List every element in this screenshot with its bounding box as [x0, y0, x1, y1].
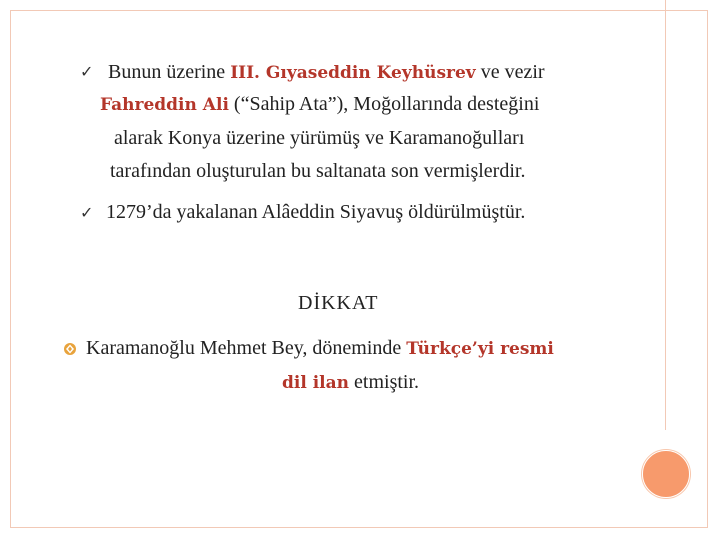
checkmark-icon: ✓	[80, 62, 94, 81]
item3-text: Karamanoğlu Mehmet Bey, döneminde	[86, 337, 407, 359]
item1-line4: tarafından oluşturulan bu saltanata son vermişlerdir.	[110, 160, 526, 182]
item1-line1	[108, 60, 545, 85]
bullet-diamond-icon	[63, 342, 77, 356]
item3-line2	[282, 370, 419, 395]
item3-highlight: dil ilan	[282, 373, 350, 393]
slide-frame	[10, 10, 708, 528]
decorative-vertical-line	[665, 0, 666, 430]
decorative-circle	[642, 450, 690, 498]
item1-text: Bunun üzerine	[108, 61, 231, 83]
item1-text: (“Sahip Ata”), Moğollarında desteğini	[228, 93, 540, 115]
item3-highlight: Türkçe’yi resmi	[406, 339, 554, 359]
checkmark-icon: ✓	[80, 203, 94, 222]
heading-dikkat: DİKKAT	[298, 292, 379, 314]
item3-line1	[86, 336, 554, 361]
item1-line2	[100, 92, 539, 117]
item1-line3: alarak Konya üzerine yürümüş ve Karamanoğulları	[114, 127, 525, 149]
item3-text: etmiştir.	[349, 371, 420, 393]
item1-name-keyhusrev: III. Gıyaseddin Keyhüsrev	[230, 63, 476, 83]
item1-text: ve vezir	[475, 61, 545, 83]
item1-name-fahreddin: Fahreddin Ali	[100, 95, 229, 115]
item2-text: 1279’da yakalanan Alâeddin Siyavuş öldürülmüştür.	[106, 201, 526, 223]
